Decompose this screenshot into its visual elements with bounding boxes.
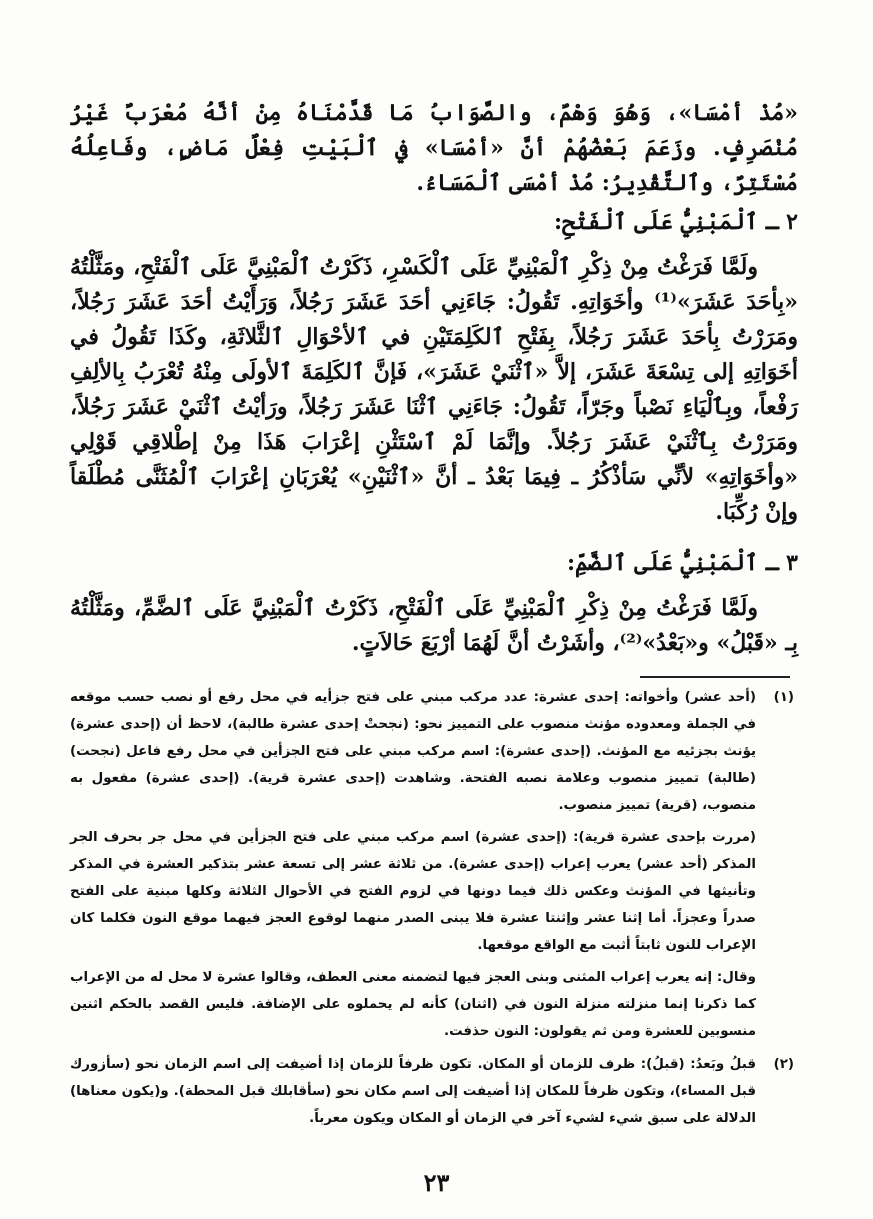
section-heading-fath: ٢ ـ ٱلْمَبْنِيُّ عَلَى ٱلْفَتْحِ: — [554, 209, 798, 235]
footnotes — [70, 684, 800, 1132]
footnote-paragraph: وقال: إنه يعرب إعراب المثنى وبنى العجز فيها لتضمنه معنى العطف، وقالوا عشرة لا محل له من الإعراب كما ذكرنا إنما منزلته منزلة النون في (اثنان) كأنه لم يحملوه على الإضافة. فليس القصد بالحكم اثنين منسوبين للعشرة ومن ثم يقولون: النون حذفت. — [70, 970, 756, 1039]
main-text — [70, 96, 798, 661]
paragraph-3: ولَمَّا فَرَغْتُ مِنْ ذِكْرِ ٱلْمَبْنِيِّ عَلَى ٱلْفَتْحِ، ذَكَرْتُ ٱلْمَبْنِيَّ عَلَى ٱلضَّمِّ، ومَثَّلْتُهُ بِـ «قَبْلُ» و«بَعْدُ»⁽²⁾، وأشَرْتُ أنَّ لَهُمَا أرْبَعَ حَالاَتٍ. — [70, 595, 798, 656]
footnote-separator — [640, 676, 790, 678]
footnote-1 — [70, 684, 800, 1045]
paragraph-2: ولَمَّا فَرَغْتُ مِنْ ذِكْرِ ٱلْمَبْنِيِّ عَلَى ٱلْكَسْرِ، ذَكَرْتُ ٱلْمَبْنِيَّ عَلَى ٱلْفَتْحِ، ومَثَّلْتُهُ «بِأحَدَ عَشَرَ»⁽¹⁾ وأخَوَاتِهِ. تَقُولُ: جَاءَنِي أحَدَ عَشَرَ رَجُلاً، وَرَأَيْتُ أحَدَ عَشَرَ رَجُلاً، ومَرَرْتُ بِأحَدَ عَشَرَ رَجُلاً، بِفَتْحِ ٱلكَلِمَتَيْنِ في ٱلأحْوَالِ ٱلثَّلاثَةِ، وكَذَا تَقُولُ في أخَوَاتِهِ إلى تِسْعَةَ عَشَرَ، إلاَّ «ٱثْنَيْ عَشَرَ»، فَإنَّ ٱلكَلِمَةَ ٱلأولَى مِنْهُ تُعْرَبُ بِالألِفِ رَفْعاً، وبِٱلْيَاءِ نَصْباً وجَرّاً، تَقُولُ: جَاءَنِي ٱثْنَا عَشَرَ رَجُلاً، ورَأيْتُ ٱثْنَيْ عَشَرَ رَجُلاً، ومَرَرْتُ بِٱثْنَيْ عَشَرَ رَجُلاً. وإنَّمَا لَمْ ٱسْتَثْنِ إعْرَابَ هَذَا مِنْ إطْلاقِي قَوْلِي «وأخَوَاتِهِ» لأنِّي سَأذْكُرُ ـ فِيمَا بَعْدُ ـ أنَّ «ٱثْنَيْنِ» يُعْرَبَانِ إعْرَابَ ٱلْمُثَنَّى مُطْلَقاً وإنْ رُكِّبَا. — [70, 254, 799, 525]
footnote-paragraph: (مررت بإحدى عشرة قرية): (إحدى عشرة) اسم مركب مبني على فتح الجزأين في محل جر بحرف الجر المذكر (أحد عشر) يعرب إعراب (إحدى عشرة). من ثلاثة عشر إلى تسعة عشر بتذكير العشرة في المذكر وتأنيثها في المؤنث وعكس ذلك فيما دونها في لزوم الفتح في الأحوال الثلاثة وكلها مبنية على الفتح صدراً وعجزاً. أما إثنا عشر وإثنتا عشرة فلا يبنى الصدر منهما لوقوع العجز فيهما موقع النون فكلما كان الإعراب للنون ثابتاً أثبت مع الواقع موقعها. — [70, 830, 756, 953]
paragraph-1: «مُذْ أمْسَا»، وَهُوَ وَهْمٌ، والصَّوَابُ مَا قَدَّمْنَاهُ مِنْ أنَّهُ مُعْرَبٌ غَيْرُ مُنْصَرِفٍ. وزَعَمَ بَعْضُهُمْ أنَّ «أمْسَا» في ٱلْبَيْتِ فِعْلٌ مَاضٍ، وفَاعِلُهُ مُسْتَتِرٌ، وٱلتَّقْدِيرُ: مُذْ أمْسَى ٱلْمَسَاءُ. — [70, 100, 798, 196]
footnote-number: (٢) — [773, 1057, 794, 1072]
footnote-paragraph: (أحد عشر) وأخواته: إحدى عشرة: عدد مركب مبني على فتح جزأيه في محل رفع أو نصب حسب موقعه في الجملة ومعدوده مؤنث منصوب على التمييز نحو: (نجحتْ إحدى عشرة طالبة)، لاحظ أن (إحدى عشرة) يؤنث بجزئيه مع المؤنث. (إحدى عشرة): اسم مركب مبني على فتح الجزأين في محل رفع فاعل (نجحت) (طالبة) تمييز منصوب وعلامة نصبه الفتحة. وشاهدت (إحدى عشرة قرية). (إحدى عشرة) مفعول به منصوب، (قرية) تمييز منصوب. — [70, 690, 756, 813]
footnote-number: (١) — [773, 690, 794, 705]
footnote-2 — [70, 1051, 800, 1132]
section-heading-damm: ٣ ـ ٱلْمَبْنِيُّ عَلَى ٱلضَّمِّ: — [566, 550, 798, 576]
footnote-paragraph: قبلُ وبَعدُ: (قبلُ): ظرف للزمان أو المكان. تكون ظرفاً للزمان إذا أضيفت إلى اسم الزمان نحو (سأزورك قبل المساء)، وتكون ظرفاً للمكان إذا أضيفت إلى اسم مكان نحو (سأقابلك قبل المحطة). و(يكون معناها) الدلالة على سبق شيء لشيء آخر في الزمان أو المكان ويكون معرباً. — [70, 1057, 756, 1126]
page-number: ٢٣ — [423, 1168, 450, 1197]
